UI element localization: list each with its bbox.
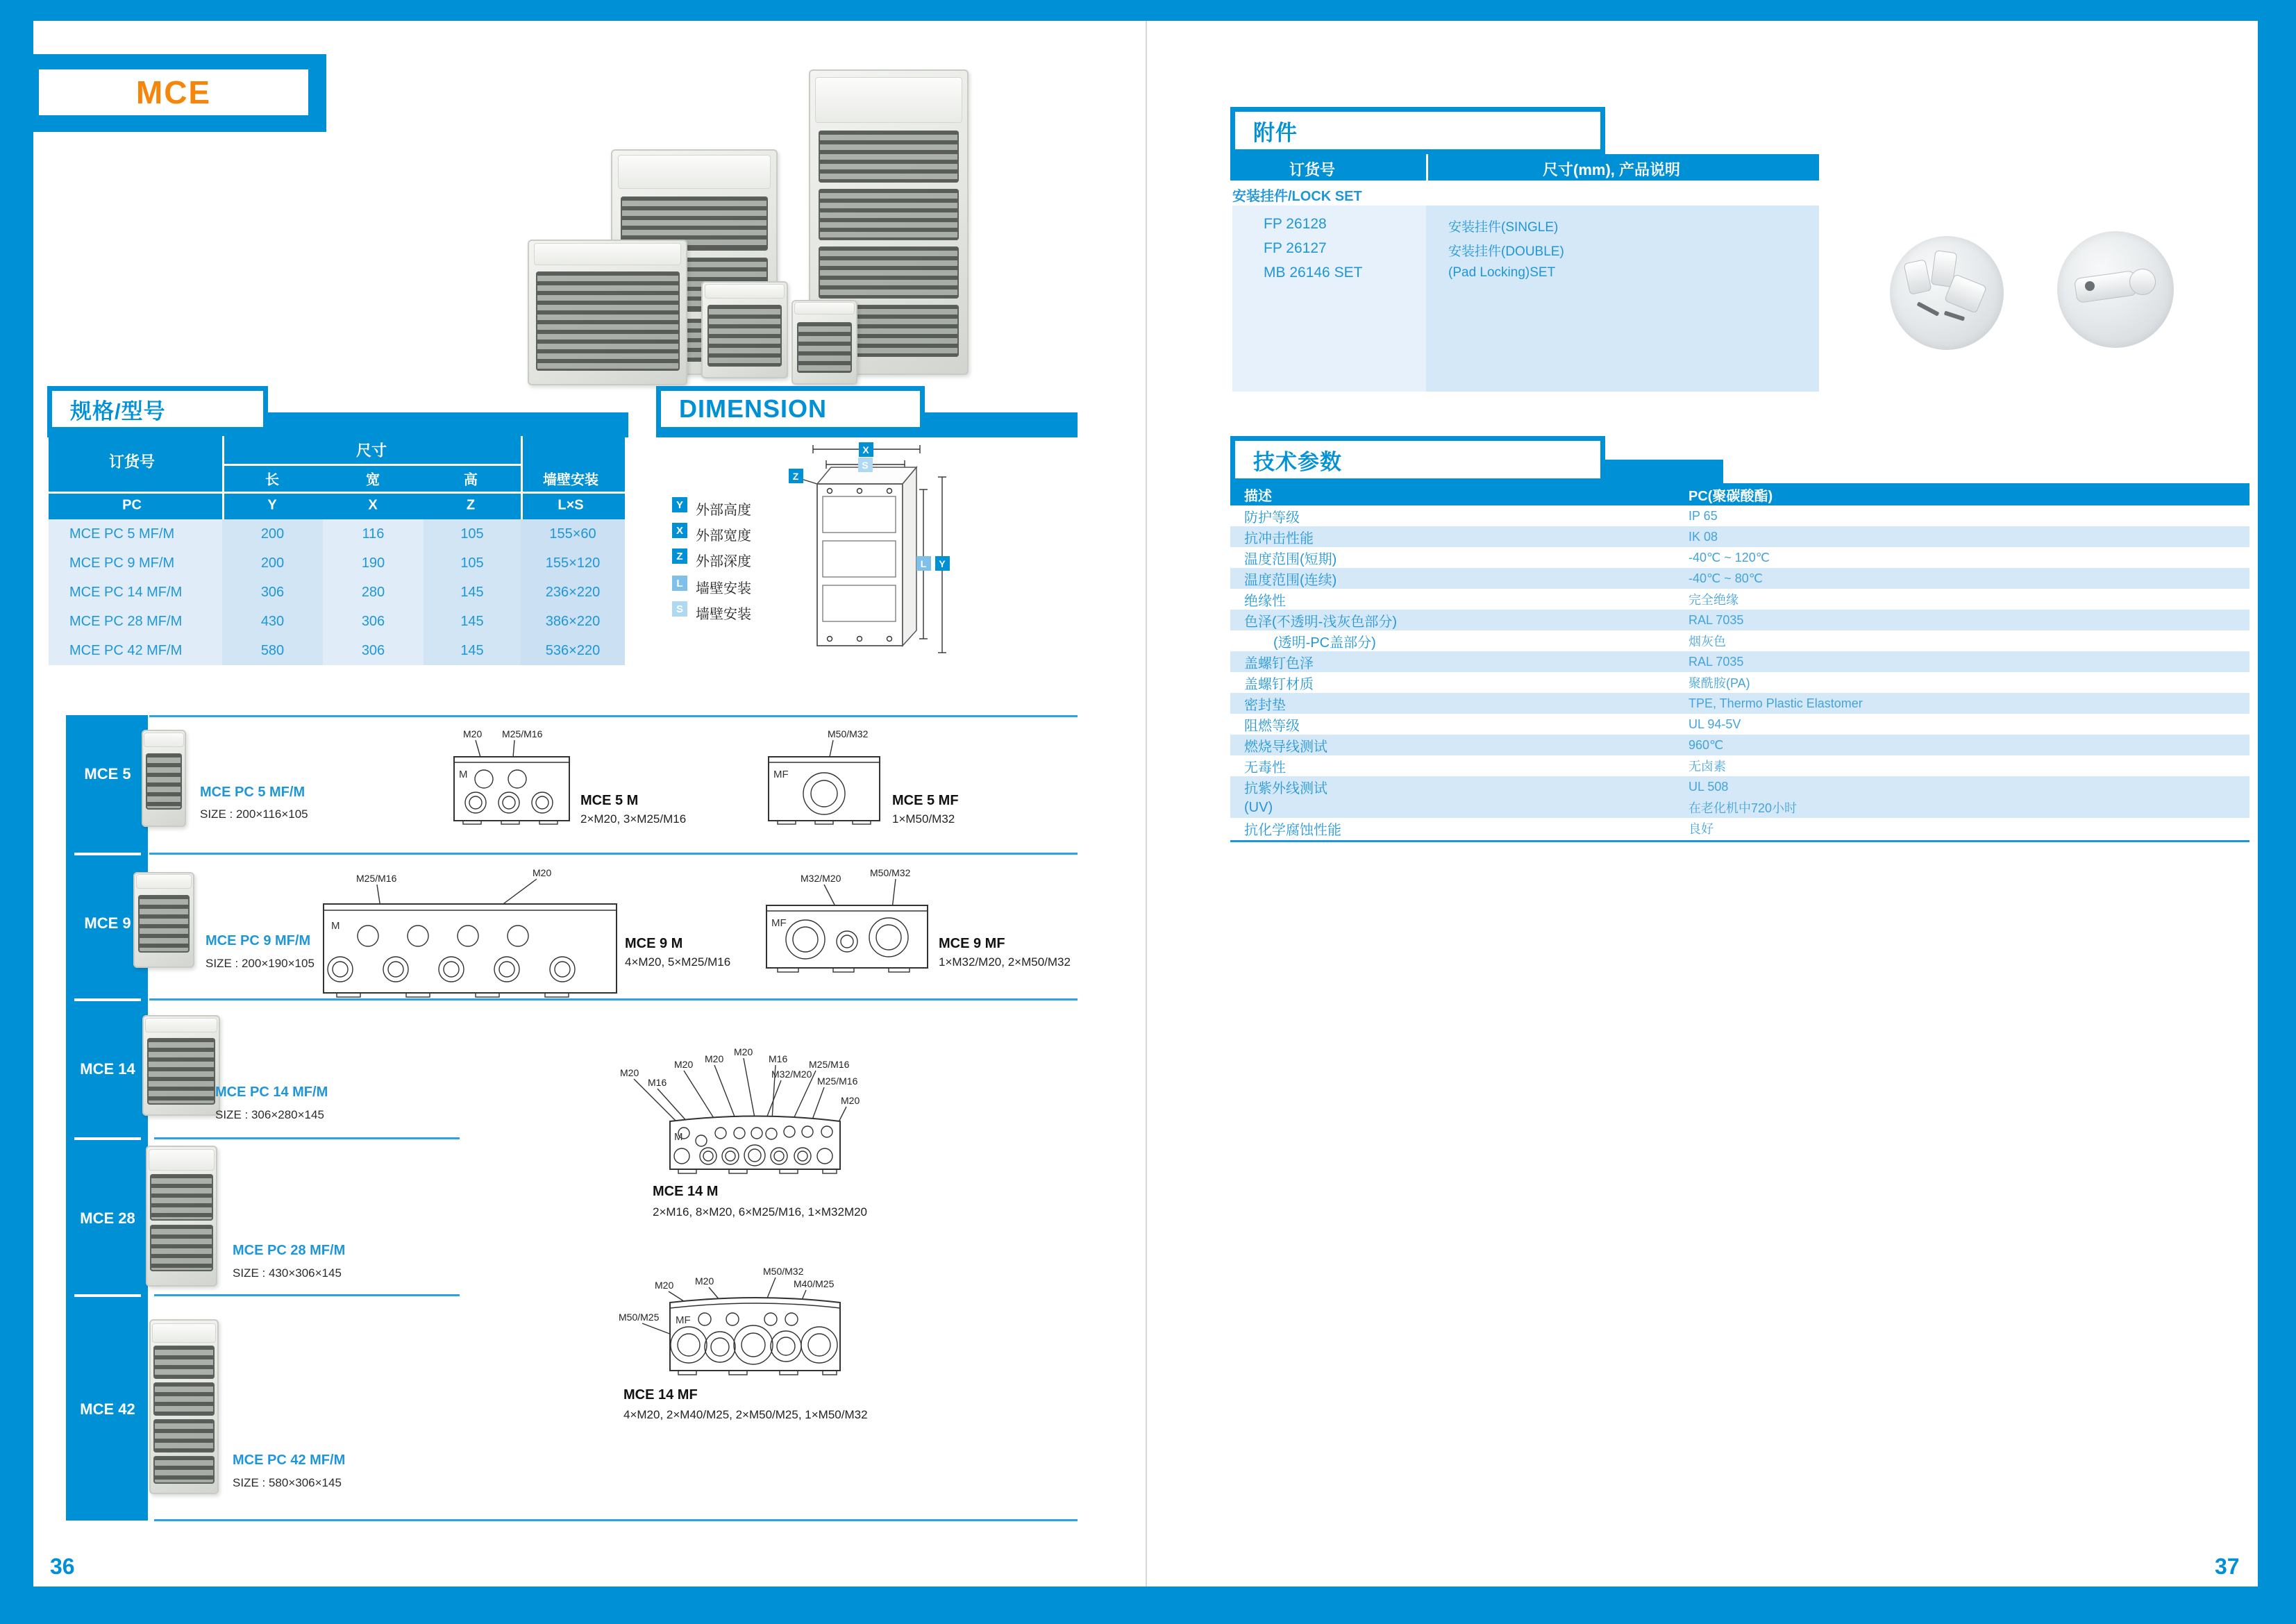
spec-z: 145: [424, 607, 521, 636]
dim-tag-z: Z: [792, 471, 799, 482]
accessories-col-codes: [1232, 206, 1426, 392]
spec-header-height: 高: [464, 472, 478, 488]
dimension-drawing: [788, 441, 958, 667]
accessories-header-order-no: 订货号: [1289, 161, 1336, 178]
diagram-name: MCE 9 MF: [939, 936, 1005, 951]
spec-lxs: 386×220: [521, 607, 625, 636]
product-photo-mce14: [142, 1015, 220, 1116]
table-row: 色泽(不透明-浅灰色部分) RAL 7035: [1230, 610, 2249, 630]
tech-table-bottom-rule: [1230, 840, 2249, 842]
spec-header-wall-mount: 墙壁安装: [543, 472, 598, 488]
tech-title: 技术参数: [1253, 449, 1342, 474]
svg-text:M32/M20: M32/M20: [771, 1069, 812, 1080]
legend-key-y: Y: [672, 497, 687, 512]
table-row: [49, 607, 625, 636]
spec-header-width: 宽: [366, 472, 380, 488]
svg-text:M16: M16: [769, 1053, 788, 1064]
dimension-title-box: [656, 386, 925, 432]
tech-table: [1230, 505, 2249, 839]
dim-tag-x: X: [862, 444, 869, 455]
product-model: MCE PC 28 MF/M: [233, 1243, 346, 1258]
spec-model: MCE PC 14 MF/M: [49, 578, 222, 607]
accessory-code: MB 26146 SET: [1264, 265, 1363, 281]
spec-lxs: 236×220: [521, 578, 625, 607]
table-row: 抗化学腐蚀性能 良好: [1244, 822, 1713, 838]
dim-tag-y: Y: [939, 558, 946, 569]
knockout-diagram-mce5m: [448, 728, 573, 825]
spec-header-lxs: L×S: [558, 497, 584, 513]
spec-model: MCE PC 9 MF/M: [49, 549, 222, 578]
table-row: 阻燃等级 UL 94-5V: [1244, 717, 1741, 734]
spec-model: MCE PC 42 MF/M: [49, 636, 222, 665]
diagram-spec: 1×M32/M20, 2×M50/M32: [939, 955, 1071, 969]
svg-text:M50/M32: M50/M32: [763, 1266, 804, 1277]
hero-enclosure-9: [701, 281, 788, 378]
svg-text:M: M: [674, 1131, 683, 1143]
spec-x: 306: [323, 636, 424, 665]
product-model: MCE PC 14 MF/M: [215, 1085, 328, 1100]
tech-title-box: [1230, 436, 1605, 483]
hero-enclosure-14: [528, 240, 687, 385]
table-row: 密封垫 TPE, Thermo Plastic Elastomer: [1230, 693, 2249, 714]
svg-text:M50/M25: M50/M25: [619, 1312, 660, 1323]
legend-key-z: Z: [672, 549, 687, 564]
table-row: 抗紫外线测试 UL 508: [1230, 776, 2249, 797]
border-left: [0, 0, 33, 1624]
product-photo-mce28: [146, 1146, 217, 1287]
svg-text:M20: M20: [655, 1280, 674, 1291]
product-sidebar: [66, 715, 148, 1521]
table-row: 无毒性 无卤素: [1244, 760, 1726, 776]
legend-label-s: 墙壁安装: [696, 607, 751, 622]
accessories-col-desc: [1426, 206, 1819, 392]
spec-model: MCE PC 28 MF/M: [49, 607, 222, 636]
accessory-desc: 安装挂件(DOUBLE): [1448, 244, 1564, 259]
svg-text:M20: M20: [463, 728, 483, 739]
spec-y: 200: [222, 519, 323, 549]
accessories-subheader: 安装挂件/LOCK SET: [1232, 189, 1362, 204]
legend-label-y: 外部高度: [696, 503, 751, 518]
table-row: [49, 636, 625, 665]
diagram-name: MCE 14 MF: [623, 1387, 698, 1403]
table-row: 盖螺钉材质 聚酰胺(PA): [1244, 676, 1750, 692]
spec-lxs: 155×60: [521, 519, 625, 549]
table-row: 温度范围(连续) -40℃ ~ 80℃: [1230, 568, 2249, 589]
table-row: 盖螺钉色泽 RAL 7035: [1230, 651, 2249, 672]
table-row: 绝缘性 完全绝缘: [1244, 593, 1738, 609]
svg-text:M20: M20: [620, 1067, 639, 1078]
spec-lxs: 536×220: [521, 636, 625, 665]
diagram-spec: 2×M16, 8×M20, 6×M25/M16, 1×M32M20: [653, 1205, 868, 1219]
accessories-title-box: [1230, 107, 1605, 154]
diagram-name: MCE 14 M: [653, 1184, 719, 1199]
legend-key-s: S: [672, 601, 687, 617]
svg-text:M25/M16: M25/M16: [502, 728, 543, 739]
hero-photo: [519, 42, 978, 378]
svg-text:M50/M32: M50/M32: [828, 728, 869, 739]
spec-lxs: 155×120: [521, 549, 625, 578]
svg-text:M25/M16: M25/M16: [809, 1059, 850, 1070]
spec-header-y: Y: [267, 497, 277, 513]
accessories-table-header: [1230, 154, 1819, 181]
table-row: 抗冲击性能 IK 08: [1230, 526, 2249, 547]
accessory-photo-lockset: [1890, 236, 2004, 350]
product-size: SIZE : 430×306×145: [233, 1266, 342, 1280]
sidebar-item-mce5: MCE 5: [84, 765, 131, 782]
spec-table-header: [49, 436, 625, 519]
legend-label-l: 墙壁安装: [696, 581, 751, 596]
product-size: SIZE : 306×280×145: [215, 1108, 324, 1121]
spec-y: 580: [222, 636, 323, 665]
table-row: [49, 519, 625, 549]
knockout-diagram-mce14mf: [614, 1265, 864, 1393]
spec-x: 280: [323, 578, 424, 607]
hero-enclosure-5: [791, 300, 857, 385]
diagram-spec: 1×M50/M32: [892, 812, 955, 826]
table-row: 防护等级 IP 65: [1244, 508, 1718, 526]
brand-box: [39, 69, 308, 115]
product-photo-mce9: [133, 872, 194, 968]
spec-y: 430: [222, 607, 323, 636]
svg-text:M16: M16: [648, 1077, 667, 1088]
table-row: 温度范围(短期) -40℃ ~ 120℃: [1244, 550, 1770, 567]
product-model: MCE PC 5 MF/M: [200, 785, 305, 800]
border-top: [0, 0, 2296, 21]
sidebar-item-mce14: MCE 14: [80, 1060, 135, 1078]
spec-z: 105: [424, 519, 521, 549]
spec-x: 190: [323, 549, 424, 578]
diagram-name: MCE 9 M: [625, 936, 683, 951]
svg-text:M20: M20: [533, 867, 552, 878]
accessory-desc: (Pad Locking)SET: [1448, 265, 1556, 280]
svg-text:MF: MF: [676, 1314, 691, 1326]
sidebar-item-mce9: MCE 9: [84, 914, 131, 932]
table-row: [49, 578, 625, 607]
svg-text:M20: M20: [841, 1095, 860, 1106]
spec-model: MCE PC 5 MF/M: [49, 519, 222, 549]
page-number-right: 37: [2215, 1554, 2240, 1579]
svg-text:M20: M20: [695, 1275, 714, 1287]
svg-text:M40/M25: M40/M25: [794, 1278, 835, 1289]
knockout-diagram-mce9mf: [760, 867, 941, 998]
dimension-title: DIMENSION: [679, 394, 828, 423]
svg-text:MF: MF: [771, 917, 787, 929]
border-right: [2258, 0, 2296, 1624]
product-model: MCE PC 42 MF/M: [233, 1453, 346, 1468]
accessory-photo-bracket: [2057, 231, 2174, 348]
accessories-header-desc: 尺寸(mm), 产品说明: [1543, 161, 1681, 178]
spec-y: 306: [222, 578, 323, 607]
accessory-code: FP 26128: [1264, 216, 1327, 232]
accessories-title: 附件: [1253, 120, 1298, 145]
svg-text:M50/M32: M50/M32: [870, 867, 911, 878]
spec-y: 200: [222, 549, 323, 578]
product-size: SIZE : 200×116×105: [200, 807, 308, 821]
legend-label-x: 外部宽度: [696, 528, 751, 544]
spec-x: 116: [323, 519, 424, 549]
svg-text:M20: M20: [705, 1053, 724, 1064]
legend-label-z: 外部深度: [696, 554, 751, 569]
spec-z: 145: [424, 636, 521, 665]
svg-text:MF: MF: [773, 769, 789, 780]
accessory-code: FP 26127: [1264, 240, 1327, 256]
knockout-diagram-mce5mf: [764, 728, 885, 825]
table-row: [49, 549, 625, 578]
knockout-diagram-mce9m: [316, 867, 625, 998]
spec-header-order-no: 订货号: [108, 453, 156, 471]
svg-text:M20: M20: [734, 1046, 753, 1057]
border-bottom: [0, 1587, 2296, 1624]
table-row: (UV) 在老化机中720小时: [1230, 797, 2249, 818]
knockout-diagram-mce14m: [614, 1028, 864, 1177]
product-model: MCE PC 9 MF/M: [206, 933, 311, 948]
diagram-spec: 4×M20, 5×M25/M16: [625, 955, 731, 969]
page-divider: [1146, 21, 1147, 1587]
spec-x: 306: [323, 607, 424, 636]
spec-title: 规格/型号: [70, 399, 166, 424]
dim-tag-s: S: [862, 460, 869, 471]
table-row: 燃烧导线测试 960℃: [1230, 735, 2249, 755]
diagram-spec: 2×M20, 3×M25/M16: [580, 812, 687, 826]
sidebar-item-mce42: MCE 42: [80, 1400, 135, 1418]
spec-header-x: X: [368, 497, 378, 513]
svg-text:M: M: [331, 920, 340, 932]
product-size: SIZE : 200×190×105: [206, 957, 315, 970]
dim-tag-l: L: [920, 558, 927, 569]
product-size: SIZE : 580×306×145: [233, 1476, 342, 1489]
spec-z: 145: [424, 578, 521, 607]
svg-text:M: M: [459, 769, 468, 780]
spec-header-length: 长: [265, 472, 279, 488]
spec-header-pc: PC: [122, 497, 142, 513]
tech-header-value: PC(聚碳酸酯): [1689, 488, 1773, 504]
diagram-name: MCE 5 MF: [892, 793, 959, 808]
legend-key-l: L: [672, 576, 687, 591]
brand-title: MCE: [135, 74, 212, 110]
svg-text:M25/M16: M25/M16: [817, 1075, 858, 1087]
svg-text:M32/M20: M32/M20: [801, 873, 841, 884]
tech-header-desc: 描述: [1244, 488, 1272, 504]
accessory-desc: 安装挂件(SINGLE): [1448, 220, 1559, 235]
spec-header-z: Z: [466, 497, 476, 513]
table-row: (透明-PC盖部分) 烟灰色: [1273, 635, 1726, 651]
spec-z: 105: [424, 549, 521, 578]
svg-text:M20: M20: [674, 1059, 694, 1070]
product-photo-mce5: [142, 730, 186, 827]
tech-table-header: [1230, 483, 2249, 505]
svg-text:M25/M16: M25/M16: [356, 873, 397, 884]
diagram-name: MCE 5 M: [580, 793, 639, 808]
spec-title-box: [47, 386, 268, 432]
spec-header-dim-group: 尺寸: [355, 442, 387, 460]
diagram-spec: 4×M20, 2×M40/M25, 2×M50/M25, 1×M50/M32: [623, 1408, 868, 1421]
legend-key-x: X: [672, 523, 687, 538]
sidebar-item-mce28: MCE 28: [80, 1209, 135, 1227]
product-photo-mce42: [149, 1319, 219, 1494]
page-number-left: 36: [50, 1554, 75, 1579]
